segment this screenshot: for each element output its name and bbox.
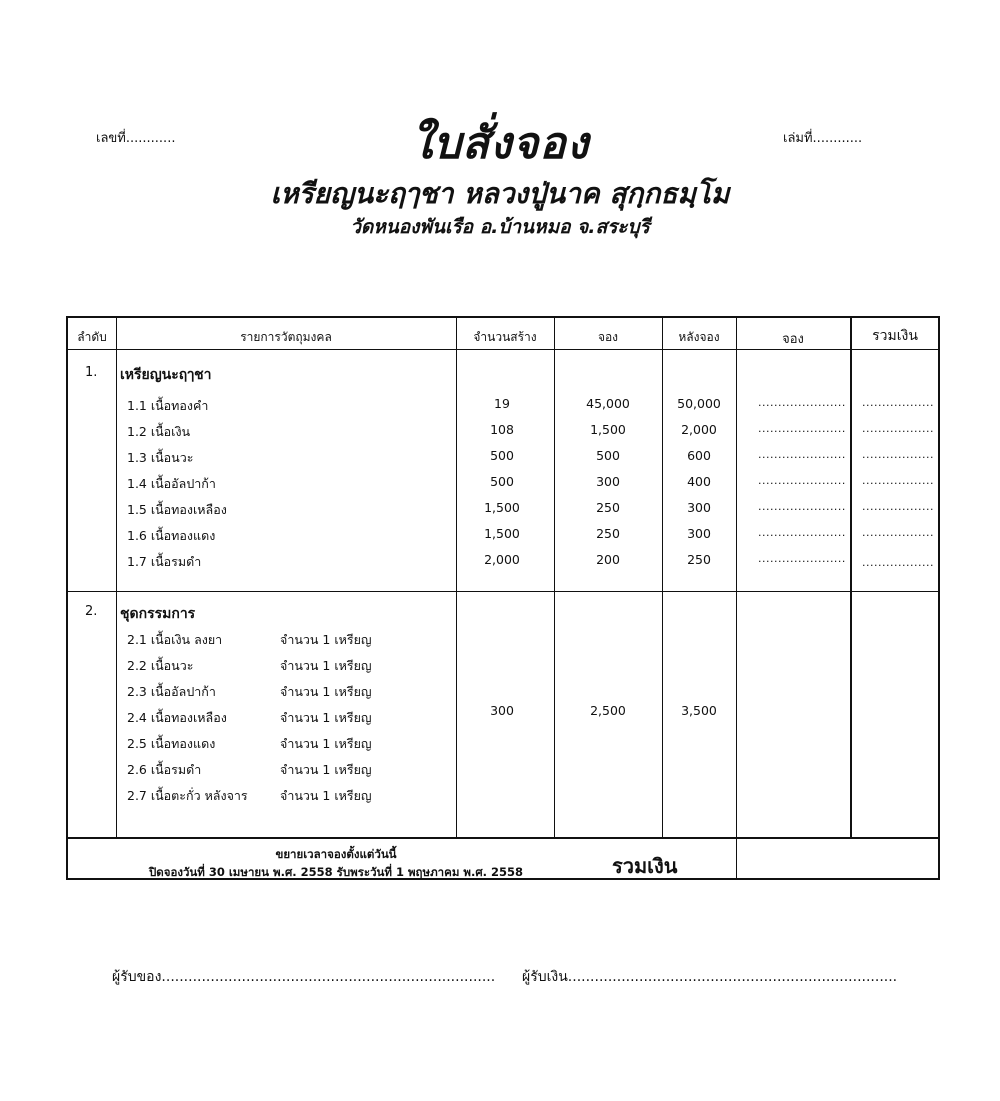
section-number: 2. xyxy=(85,604,98,619)
item-qty: จำนวน 1 เหรียญ xyxy=(280,736,372,751)
reserve-qty-blank[interactable]: ...................... xyxy=(758,396,846,409)
item-qty: จำนวน 1 เหรียญ xyxy=(280,684,372,699)
temple-location: วัดหนองพันเรือ อ.บ้านหมอ จ.สระบุรี xyxy=(350,216,650,238)
total-blank[interactable]: .................. xyxy=(862,526,934,539)
minted-value: 108 xyxy=(490,422,514,437)
item-label: 1.2 เนื้อเงิน xyxy=(127,424,191,439)
item-label: 2.6 เนื้อรมดำ xyxy=(127,762,202,777)
col-divider xyxy=(662,316,663,838)
total-blank[interactable]: .................. xyxy=(862,500,934,513)
total-blank[interactable]: .................. xyxy=(862,448,934,461)
col-header-minted: จำนวนสร้าง xyxy=(473,330,537,344)
goods-receiver-signature[interactable]: ผู้รับของ........................................................................... xyxy=(112,969,496,985)
closing-date-note: ปิดจองวันที่ 30 เมษายน พ.ศ. 2558 รับพระวันที่ 1 พฤษภาคม พ.ศ. 2558 xyxy=(148,865,524,879)
total-blank[interactable]: .................. xyxy=(862,474,934,487)
money-receiver-signature[interactable]: ผู้รับเงิน.......................................................................... xyxy=(522,969,898,985)
minted-value: 500 xyxy=(490,448,514,463)
after-price-value: 400 xyxy=(687,474,711,489)
book-number-label: เล่มที่............ xyxy=(783,131,863,146)
page-subtitle: เหรียญนะฤๅชา หลวงปู่นาค สุกฺกธมฺโม xyxy=(270,177,730,210)
section-divider xyxy=(66,591,940,592)
after-price-value: 300 xyxy=(687,500,711,515)
after-price-value: 250 xyxy=(687,552,711,567)
after-price-value: 300 xyxy=(687,526,711,541)
item-label: 2.1 เนื้อเงิน ลงยา xyxy=(127,632,223,647)
extension-note: ขยายเวลาจองตั้งแต่วันนี้ xyxy=(275,847,397,861)
after-price-value: 2,000 xyxy=(681,422,717,437)
section-title: เหรียญนะฤๅชา xyxy=(120,367,212,383)
reserve-price-value: 500 xyxy=(596,448,620,463)
footer-divider xyxy=(66,837,940,839)
total-blank[interactable]: .................. xyxy=(862,396,934,409)
reserve-price-value: 1,500 xyxy=(590,422,626,437)
minted-value: 2,000 xyxy=(484,552,520,567)
item-label: 2.5 เนื้อทองแดง xyxy=(127,736,216,751)
item-label: 1.5 เนื้อทองเหลือง xyxy=(127,502,227,517)
item-label: 1.7 เนื้อรมดำ xyxy=(127,554,202,569)
item-label: 2.7 เนื้อตะกั่ว หลังจาร xyxy=(127,788,248,803)
minted-value: 500 xyxy=(490,474,514,489)
minted-value: 19 xyxy=(494,396,510,411)
set-reserve-price-value: 2,500 xyxy=(590,703,626,718)
reserve-price-value: 45,000 xyxy=(586,396,630,411)
reserve-price-value: 250 xyxy=(596,526,620,541)
item-qty: จำนวน 1 เหรียญ xyxy=(280,632,372,647)
col-divider xyxy=(116,316,117,838)
item-qty: จำนวน 1 เหรียญ xyxy=(280,788,372,803)
total-blank[interactable]: .................. xyxy=(862,422,934,435)
col-header-after-price: หลังจอง xyxy=(678,330,720,344)
col-divider xyxy=(456,316,457,838)
col-divider xyxy=(850,316,852,838)
grand-total-label: รวมเงิน xyxy=(612,854,678,878)
after-price-value: 600 xyxy=(687,448,711,463)
total-blank[interactable]: .................. xyxy=(862,556,934,569)
col-header-item: รายการวัตถุมงคล xyxy=(240,330,332,344)
item-label: 1.4 เนื้ออัลปาก้า xyxy=(127,476,216,491)
grand-total-field[interactable] xyxy=(738,840,936,876)
reserve-qty-blank[interactable]: ...................... xyxy=(758,526,846,539)
reserve-price-value: 200 xyxy=(596,552,620,567)
minted-value: 1,500 xyxy=(484,526,520,541)
item-qty: จำนวน 1 เหรียญ xyxy=(280,710,372,725)
item-label: 2.3 เนื้ออัลปาก้า xyxy=(127,684,216,699)
minted-value: 1,500 xyxy=(484,500,520,515)
after-price-value: 50,000 xyxy=(677,396,721,411)
col-header-total: รวมเงิน xyxy=(872,328,918,344)
section-title: ชุดกรรมการ xyxy=(120,606,196,622)
col-header-reserve-price: จอง xyxy=(597,330,619,344)
reserve-qty-blank[interactable]: ...................... xyxy=(758,500,846,513)
reserve-qty-blank[interactable]: ...................... xyxy=(758,552,846,565)
reserve-qty-blank[interactable]: ...................... xyxy=(758,474,846,487)
col-header-reserve-qty: จอง xyxy=(782,332,804,347)
set-after-price-value: 3,500 xyxy=(681,703,717,718)
reserve-price-value: 250 xyxy=(596,500,620,515)
item-label: 1.1 เนื้อทองคำ xyxy=(127,398,209,413)
col-divider xyxy=(554,316,555,838)
page-title: ใบสั่งจอง xyxy=(410,118,590,169)
reserve-qty-blank[interactable]: ...................... xyxy=(758,422,846,435)
item-label: 2.4 เนื้อทองเหลือง xyxy=(127,710,227,725)
item-label: 1.6 เนื้อทองแดง xyxy=(127,528,216,543)
set-minted-value: 300 xyxy=(490,703,514,718)
reserve-qty-blank[interactable]: ...................... xyxy=(758,448,846,461)
section-number: 1. xyxy=(85,365,98,380)
col-divider xyxy=(736,316,737,880)
item-label: 1.3 เนื้อนวะ xyxy=(127,450,194,465)
col-header-index: ลำดับ xyxy=(77,330,107,344)
header-divider xyxy=(66,349,940,350)
item-label: 2.2 เนื้อนวะ xyxy=(127,658,194,673)
item-qty: จำนวน 1 เหรียญ xyxy=(280,762,372,777)
ref-number-label: เลขที่............ xyxy=(96,131,176,146)
reserve-price-value: 300 xyxy=(596,474,620,489)
item-qty: จำนวน 1 เหรียญ xyxy=(280,658,372,673)
